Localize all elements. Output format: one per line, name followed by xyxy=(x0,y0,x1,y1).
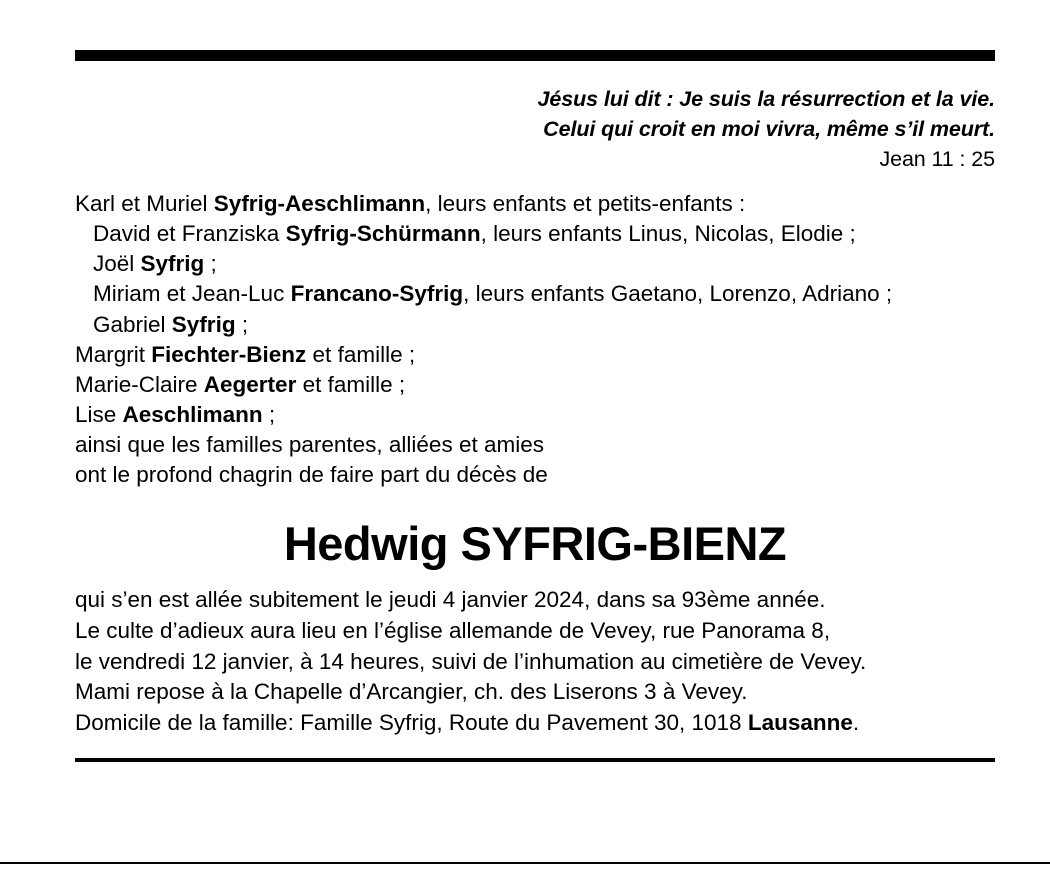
family-line xyxy=(75,340,995,370)
text-fragment: et famille ; xyxy=(296,371,406,397)
text-fragment: Margrit xyxy=(75,341,152,367)
text-fragment: ; xyxy=(204,251,217,277)
text-fragment: David et Franziska xyxy=(93,221,286,247)
detail-line xyxy=(75,647,995,678)
service-details xyxy=(75,585,995,738)
text-fragment: Gabriel xyxy=(93,311,172,337)
surname-emphasis: Francano-Syfrig xyxy=(290,281,464,307)
text-fragment: ainsi que les familles parentes, alliées et amies xyxy=(75,432,544,458)
page-edge-divider xyxy=(0,862,1050,864)
surname-emphasis: Fiechter-Bienz xyxy=(151,341,307,367)
text-fragment: ; xyxy=(262,401,276,427)
top-divider xyxy=(75,50,995,61)
detail-line xyxy=(75,708,995,739)
text-fragment: , leurs enfants Linus, Nicolas, Elodie ; xyxy=(480,221,856,247)
scripture-quote xyxy=(75,85,995,175)
text-fragment: Lise xyxy=(75,401,123,427)
surname-emphasis: Syfrig-Aeschlimann xyxy=(213,190,426,216)
text-fragment: Marie-Claire xyxy=(75,371,204,397)
family-line xyxy=(75,400,995,430)
family-list xyxy=(75,189,995,490)
scripture-line-2: Celui qui croit en moi vivra, même s’il meurt. xyxy=(543,116,995,141)
bottom-divider xyxy=(75,758,995,762)
family-line xyxy=(75,219,995,249)
text-fragment: Domicile de la famille: Famille Syfrig, Route du Pavement 30, 1018 xyxy=(75,709,748,735)
text-fragment: Karl et Muriel xyxy=(75,190,214,216)
text-fragment: Miriam et Jean-Luc xyxy=(93,281,291,307)
surname-emphasis: Aeschlimann xyxy=(122,401,263,427)
family-line xyxy=(75,430,995,460)
text-fragment: et famille ; xyxy=(306,341,416,367)
text-fragment: , leurs enfants et petits-enfants : xyxy=(425,190,746,216)
family-line xyxy=(75,460,995,490)
text-fragment: , leurs enfants Gaetano, Lorenzo, Adriano ; xyxy=(463,281,893,307)
surname-emphasis: Aegerter xyxy=(203,371,297,397)
scripture-line-1: Jésus lui dit : Je suis la résurrection et la vie. xyxy=(537,87,995,111)
family-line xyxy=(75,249,995,279)
family-line xyxy=(75,279,995,309)
deceased-name: Hedwig SYFRIG-BIENZ xyxy=(283,517,787,571)
obituary-notice xyxy=(75,50,995,762)
family-line xyxy=(75,189,995,219)
family-line xyxy=(75,310,995,340)
text-fragment: Mami repose à la Chapelle d’Arcangier, ch. des Liserons 3 à Vevey. xyxy=(75,679,748,705)
surname-emphasis: Syfrig xyxy=(171,311,236,337)
text-fragment: ont le profond chagrin de faire part du décès de xyxy=(75,462,548,488)
detail-line xyxy=(75,585,995,616)
detail-line xyxy=(75,677,995,708)
family-line xyxy=(75,370,995,400)
detail-line xyxy=(75,616,995,647)
surname-emphasis: Syfrig xyxy=(140,251,205,277)
text-fragment: ; xyxy=(235,311,249,337)
surname-emphasis: Syfrig-Schürmann xyxy=(285,221,481,247)
text-fragment: le vendredi 12 janvier, à 14 heures, suivi de l’inhumation au cimetière de Vevey. xyxy=(75,648,867,674)
scripture-reference: Jean 11 : 25 xyxy=(879,147,995,172)
surname-emphasis: Lausanne xyxy=(747,709,853,735)
text-fragment: qui s’en est allée subitement le jeudi 4 janvier 2024, dans sa 93ème année. xyxy=(75,587,826,613)
text-fragment: Le culte d’adieux aura lieu en l’église allemande de Vevey, rue Panorama 8, xyxy=(75,617,831,643)
text-fragment: Joël xyxy=(93,251,141,277)
text-fragment: . xyxy=(852,709,860,735)
